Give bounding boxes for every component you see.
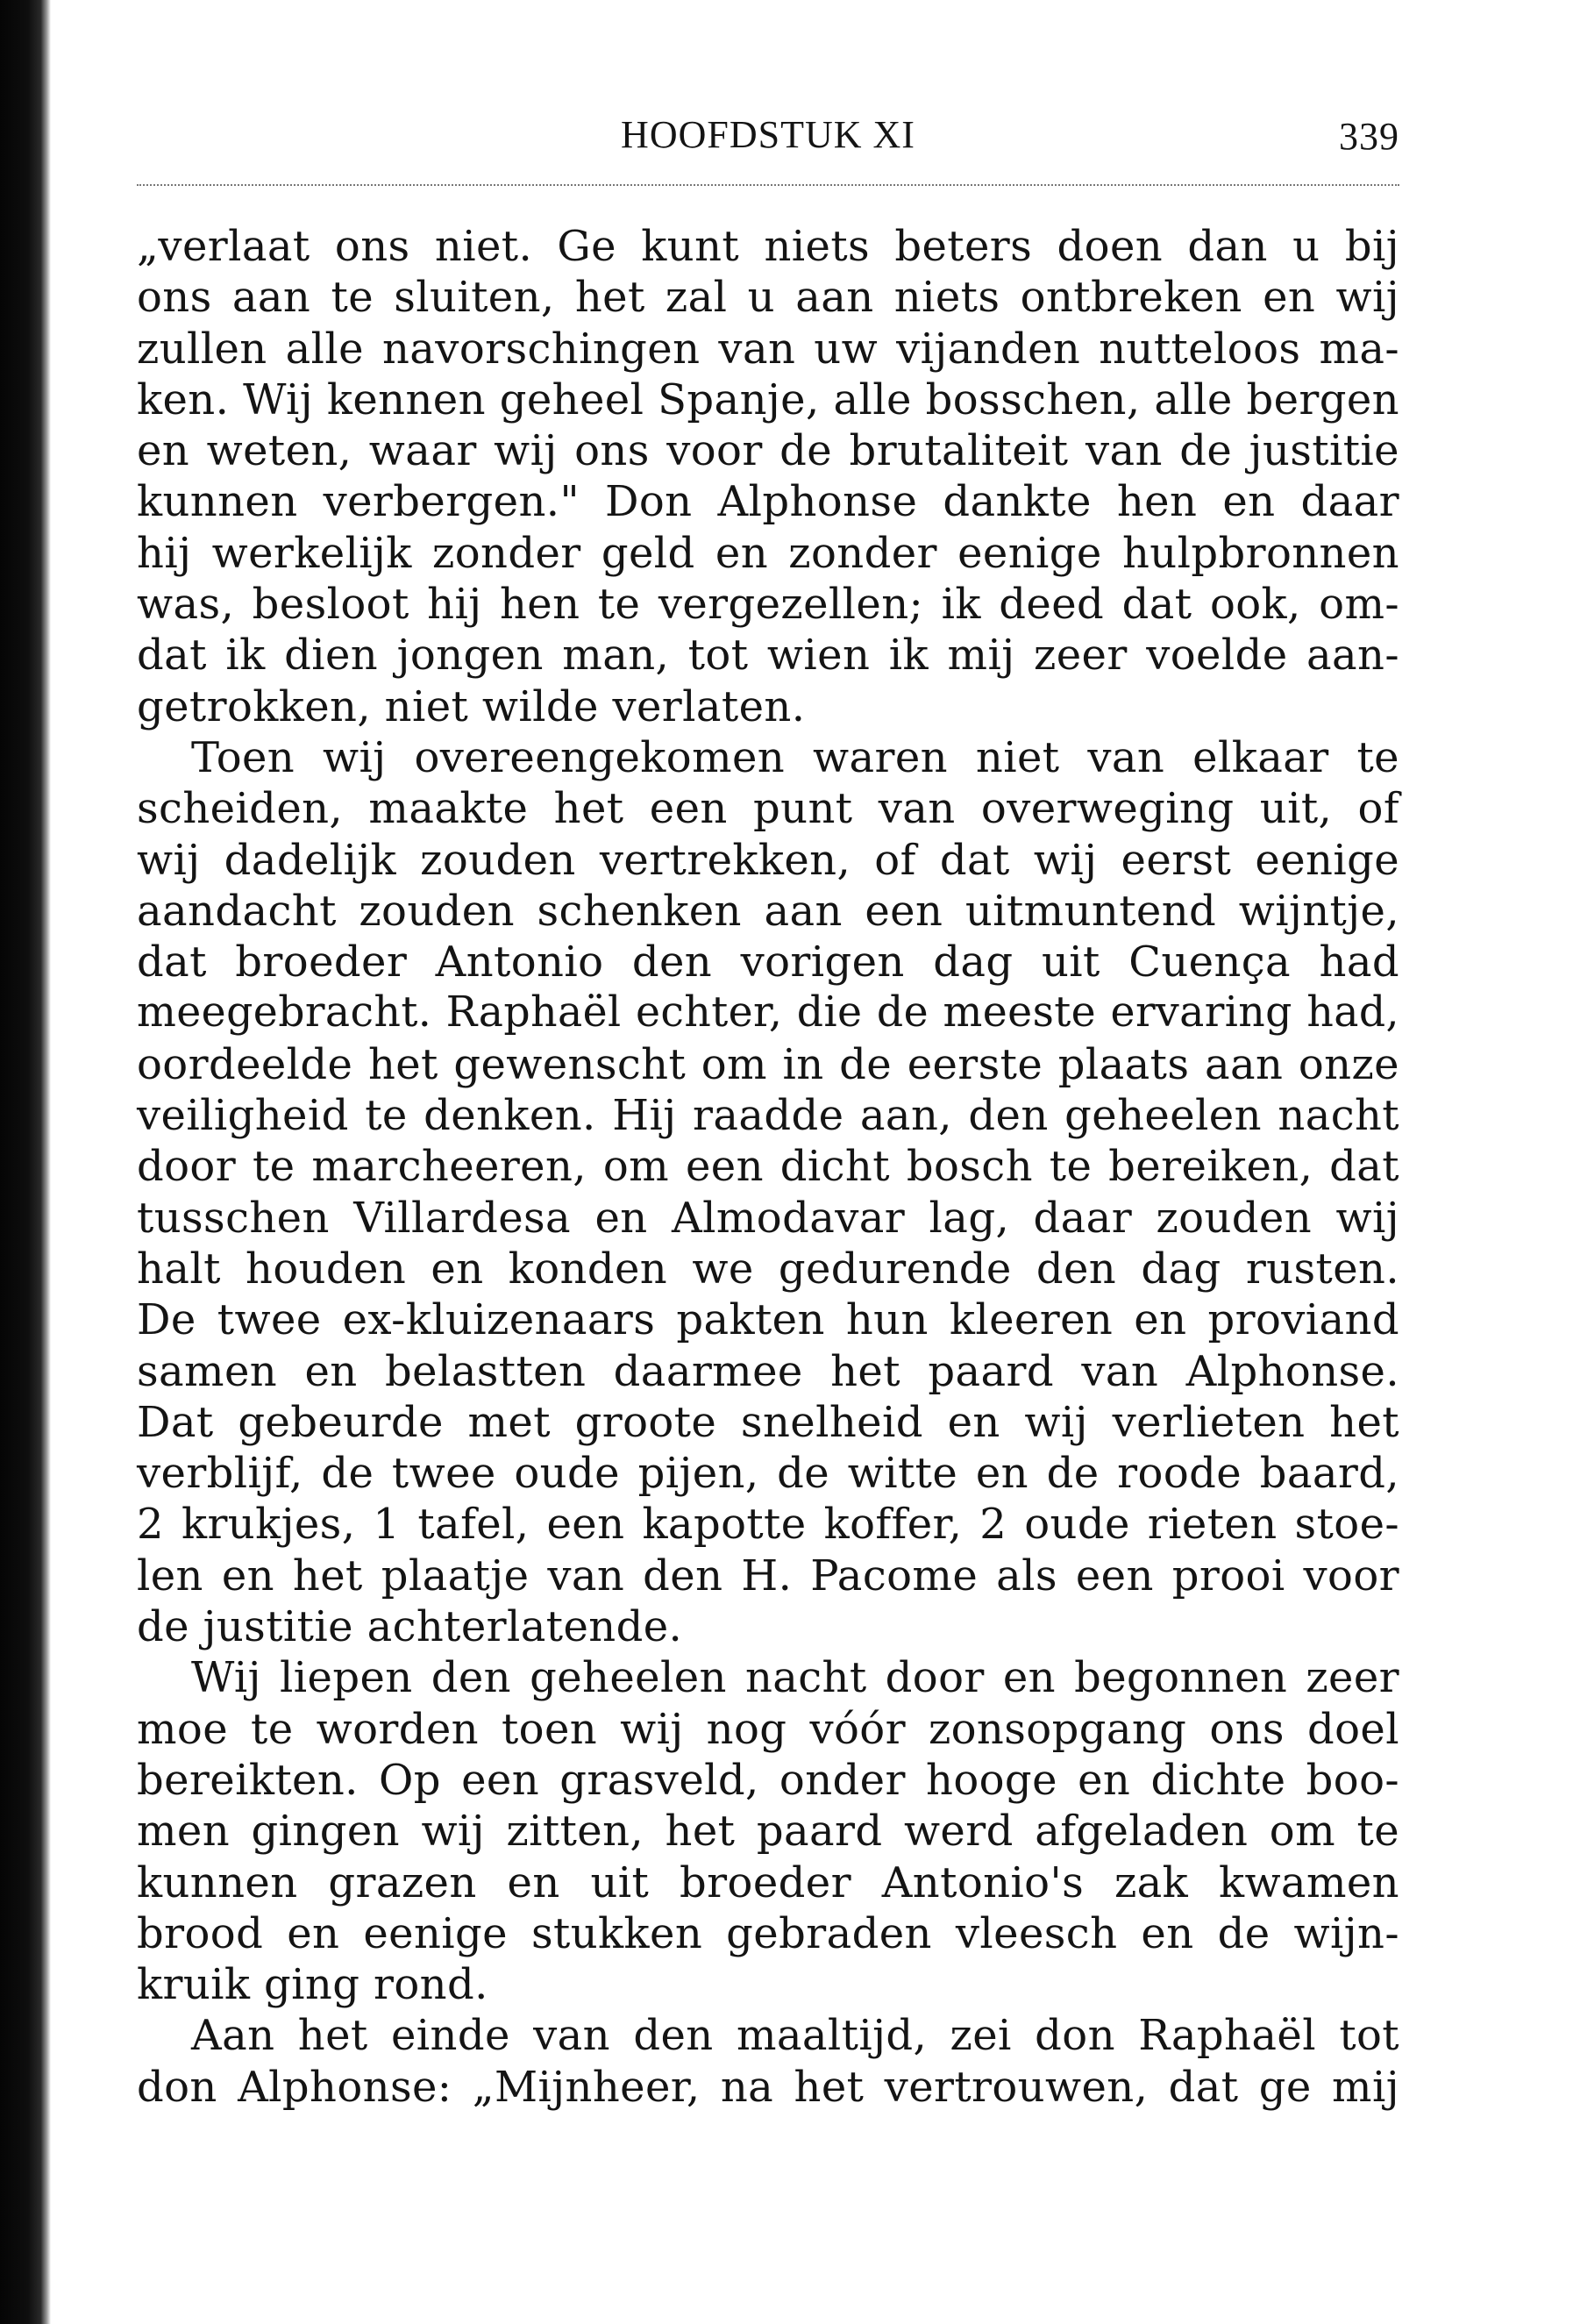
text-line: halt houden en konden we gedurende den dag rusten.	[137, 1244, 1399, 1294]
text-line: Aan het einde van den maaltijd, zei don Raphaël tot	[191, 2011, 1399, 2061]
text-line: verblijf, de twee oude pijen, de witte en de roode baard,	[137, 1449, 1399, 1499]
text-line: ken. Wij kennen geheel Spanje, alle bosschen, alle bergen	[137, 374, 1399, 424]
text-line: meegebracht. Raphaël echter, die de meeste ervaring had,	[137, 988, 1399, 1037]
text-line: kunnen grazen en uit broeder Antonio's zak kwamen	[137, 1857, 1399, 1907]
text-line: men gingen wij zitten, het paard werd afgeladen om te	[137, 1807, 1399, 1857]
text-line: Wij liepen den geheelen nacht door en begonnen zeer	[191, 1653, 1399, 1703]
text-line: getrokken, niet wilde verlaten.	[137, 681, 806, 731]
text-line: „verlaat ons niet. Ge kunt niets beters doen dan u bij	[137, 222, 1399, 271]
text-line: Dat gebeurde met groote snelheid en wij verlieten het	[137, 1397, 1399, 1447]
text-line: don Alphonse: „Mijnheer, na het vertrouwen, dat ge mij	[137, 2062, 1399, 2112]
chapter-title: HOOFDSTUK XI	[621, 113, 915, 156]
text-line: zullen alle navorschingen van uw vijanden nutteloos ma-	[137, 324, 1399, 374]
text-line: samen en belastten daarmee het paard van Alphonse.	[137, 1346, 1399, 1396]
text-line: len en het plaatje van den H. Pacome als een prooi voor	[137, 1551, 1399, 1600]
text-line: dat ik dien jongen man, tot wien ik mij zeer voelde aan-	[137, 631, 1399, 681]
text-line: dat broeder Antonio den vorigen dag uit Cuença had	[137, 937, 1399, 987]
text-line: kunnen verbergen." Don Alphonse dankte hen en daar	[137, 477, 1399, 527]
text-line: Toen wij overeengekomen waren niet van elkaar te	[191, 732, 1399, 782]
text-line: brood en eenige stukken gebraden vleesch en de wijn-	[137, 1908, 1399, 1958]
text-line: tusschen Villardesa en Almodavar lag, daar zouden wij	[137, 1193, 1399, 1243]
text-line: 2 krukjes, 1 tafel, een kapotte koffer, 2 oude rieten stoe-	[137, 1500, 1399, 1550]
text-line: was, besloot hij hen te vergezellen; ik deed dat ook, om-	[137, 580, 1399, 630]
text-line: veiligheid te denken. Hij raadde aan, den geheelen nacht	[137, 1091, 1399, 1141]
page-number: 339	[1339, 115, 1399, 158]
book-spine-shadow	[0, 0, 51, 2324]
book-page	[137, 105, 1399, 2113]
text-line: aandacht zouden schenken aan een uitmuntend wijntje,	[137, 886, 1399, 936]
text-line: wij dadelijk zouden vertrekken, of dat wij eerst eenige	[137, 835, 1399, 885]
text-line: kruik ging rond.	[137, 1960, 488, 2010]
running-header	[137, 105, 1399, 168]
header-dotted-rule	[137, 184, 1399, 186]
text-line: moe te worden toen wij nog vóór zonsopgang ons doel	[137, 1704, 1399, 1754]
text-line: ons aan te sluiten, het zal u aan niets ontbreken en wij	[137, 273, 1399, 323]
text-line: oordeelde het gewenscht om in de eerste plaats aan onze	[137, 1039, 1399, 1089]
text-line: door te marcheeren, om een dicht bosch te bereiken, dat	[137, 1142, 1399, 1192]
text-line: De twee ex-kluizenaars pakten hun kleeren en proviand	[137, 1295, 1399, 1345]
text-line: hij werkelijk zonder geld en zonder eenige hulpbronnen	[137, 528, 1399, 578]
text-line: de justitie achterlatende.	[137, 1602, 683, 1652]
text-line: bereikten. Op een grasveld, onder hooge en dichte boo-	[137, 1755, 1399, 1805]
text-line: en weten, waar wij ons voor de brutaliteit van de justitie	[137, 426, 1399, 476]
body-text	[137, 221, 1399, 2113]
text-line: scheiden, maakte het een punt van overweging uit, of	[137, 784, 1399, 834]
